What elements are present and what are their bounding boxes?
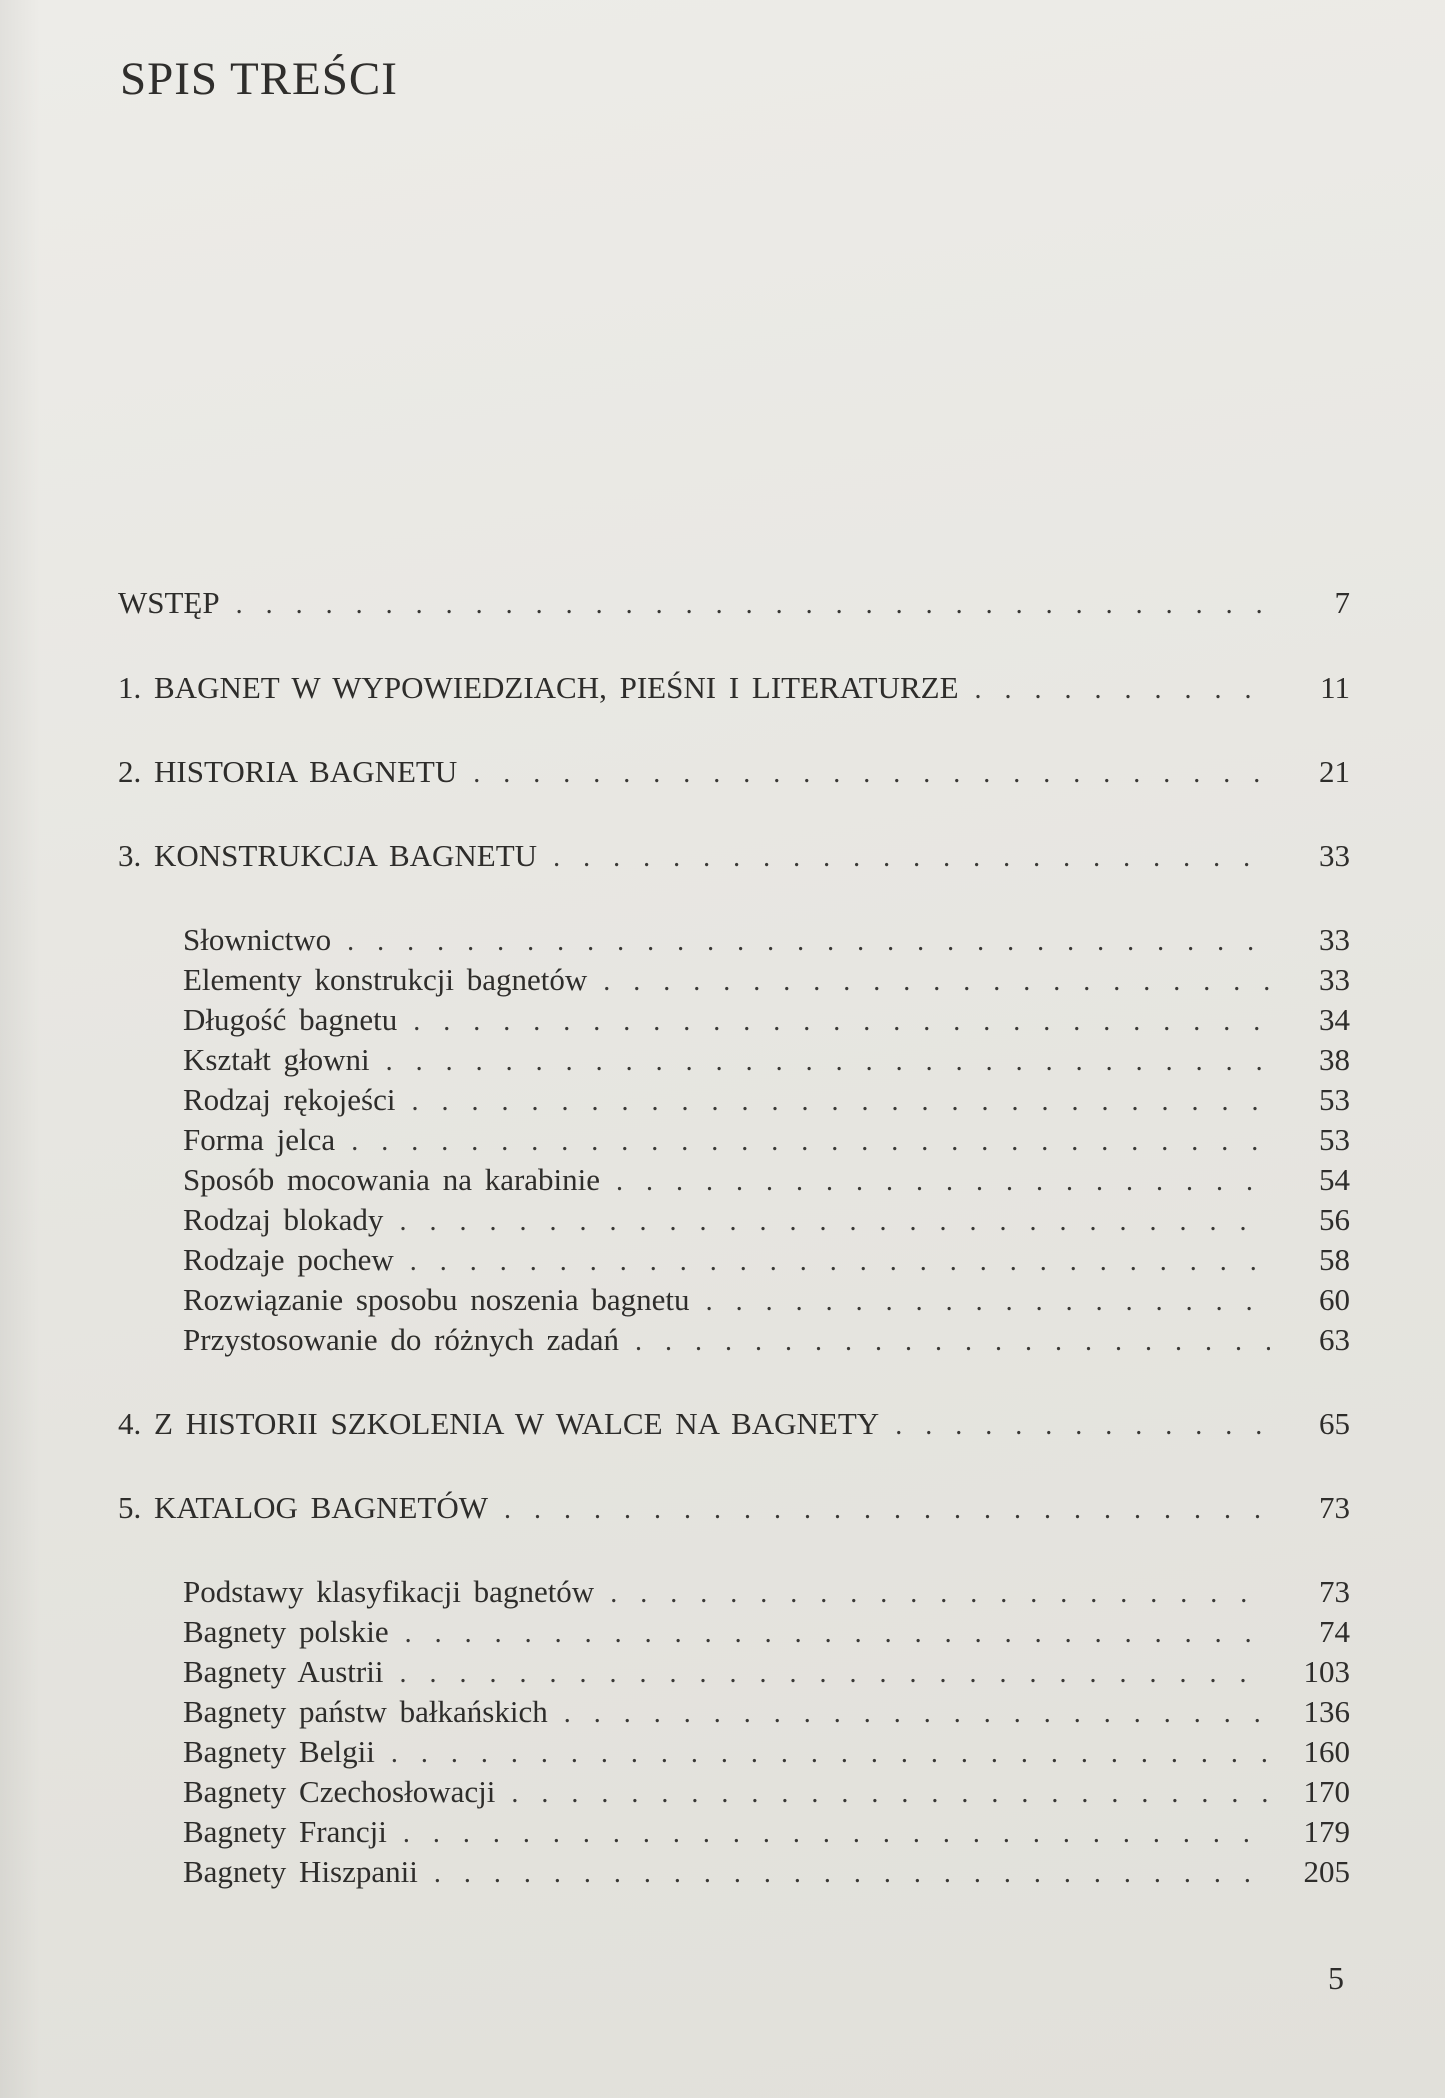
toc-subentry <box>183 1854 1350 1898</box>
toc-subentry <box>183 922 1350 966</box>
toc-subentry <box>183 1002 1350 1046</box>
toc-entry-label: Słownictwo <box>183 922 332 957</box>
dot-leader <box>434 1858 1270 1890</box>
toc-entry-label: Bagnety polskie <box>183 1614 389 1649</box>
toc-subentry <box>183 1574 1350 1618</box>
dot-leader <box>351 1126 1270 1158</box>
toc-entry-label: Bagnety Francji <box>183 1814 387 1849</box>
toc-entry-intro <box>118 585 1350 629</box>
toc-subentry <box>183 1162 1350 1206</box>
page-title: SPIS TREŚCI <box>120 53 398 105</box>
toc-subentry <box>183 1694 1350 1738</box>
toc-entry-label: Przystosowanie do różnych zadań <box>183 1322 619 1357</box>
dot-leader <box>553 842 1270 874</box>
toc-entry-page: 53 <box>1319 1122 1350 1157</box>
toc-entry-label: 3. KONSTRUKCJA BAGNETU <box>118 838 538 873</box>
toc-entry-label: 4. Z HISTORII SZKOLENIA W WALCE NA BAGNETY <box>118 1406 880 1441</box>
toc-subentry <box>183 1202 1350 1246</box>
toc-entry-page: 170 <box>1303 1774 1350 1809</box>
toc-entry-page: 205 <box>1303 1854 1350 1889</box>
dot-leader <box>347 926 1270 958</box>
toc-entry-page: 11 <box>1320 670 1350 705</box>
dot-leader <box>399 1658 1270 1690</box>
toc-subentry <box>183 1734 1350 1778</box>
toc-subentry <box>183 1654 1350 1698</box>
dot-leader <box>403 1818 1270 1850</box>
toc-entry-label: Bagnety Hiszpanii <box>183 1854 418 1889</box>
toc-entry-label: 5. KATALOG BAGNETÓW <box>118 1490 488 1525</box>
toc-entry-label: Długość bagnetu <box>183 1002 398 1037</box>
toc-subentry <box>183 1042 1350 1086</box>
dot-leader <box>635 1326 1270 1358</box>
dot-leader <box>411 1086 1270 1118</box>
toc-entry-page: 136 <box>1303 1694 1350 1729</box>
toc-subentry <box>183 1774 1350 1818</box>
dot-leader <box>386 1046 1270 1078</box>
toc-entry-chapter-5 <box>118 1490 1350 1534</box>
toc-entry-label: Rodzaj rękojeści <box>183 1082 396 1117</box>
toc-entry-page: 73 <box>1319 1490 1350 1525</box>
dot-leader <box>706 1286 1270 1318</box>
toc-entry-label: Bagnety państw bałkańskich <box>183 1694 548 1729</box>
toc-entry-page: 160 <box>1303 1734 1350 1769</box>
dot-leader <box>511 1778 1270 1810</box>
toc-entry-label: Podstawy klasyfikacji bagnetów <box>183 1574 595 1609</box>
toc-entry-page: 33 <box>1319 838 1350 873</box>
toc-subentry <box>183 1322 1350 1366</box>
dot-leader <box>391 1738 1270 1770</box>
toc-entry-page: 56 <box>1319 1202 1350 1237</box>
dot-leader <box>610 1578 1270 1610</box>
dot-leader <box>504 1494 1270 1526</box>
toc-subentry <box>183 1082 1350 1126</box>
toc-subentry <box>183 1814 1350 1858</box>
dot-leader <box>603 966 1270 998</box>
toc-entry-chapter-3 <box>118 838 1350 882</box>
dot-leader <box>410 1246 1270 1278</box>
toc-entry-page: 33 <box>1319 922 1350 957</box>
toc-entry-label: Sposób mocowania na karabinie <box>183 1162 601 1197</box>
dot-leader <box>564 1698 1270 1730</box>
toc-entry-label: 1. BAGNET W WYPOWIEDZIACH, PIEŚNI I LITERATURZE <box>118 670 959 705</box>
dot-leader <box>399 1206 1270 1238</box>
toc-entry-label: Bagnety Czechosłowacji <box>183 1774 496 1809</box>
toc-entry-page: 38 <box>1319 1042 1350 1077</box>
toc-entry-label: Rozwiązanie sposobu noszenia bagnetu <box>183 1282 690 1317</box>
toc-entry-page: 33 <box>1319 962 1350 997</box>
toc-entry-label: WSTĘP <box>118 585 220 620</box>
toc-entry-page: 103 <box>1303 1654 1350 1689</box>
dot-leader <box>975 674 1270 706</box>
dot-leader <box>413 1006 1270 1038</box>
dot-leader <box>473 758 1270 790</box>
toc-entry-label: Rodzaj blokady <box>183 1202 384 1237</box>
toc-entry-page: 58 <box>1319 1242 1350 1277</box>
toc-entry-page: 179 <box>1303 1814 1350 1849</box>
toc-subentry <box>183 1282 1350 1326</box>
page-number: 5 <box>1328 1960 1344 1996</box>
toc-entry-label: Bagnety Austrii <box>183 1654 384 1689</box>
toc-entry-chapter-2 <box>118 754 1350 798</box>
toc-entry-label: Forma jelca <box>183 1122 336 1157</box>
toc-subentry <box>183 1242 1350 1286</box>
toc-entry-page: 60 <box>1319 1282 1350 1317</box>
toc-entry-label: Bagnety Belgii <box>183 1734 375 1769</box>
toc-entry-page: 21 <box>1319 754 1350 789</box>
toc-entry-page: 7 <box>1334 585 1350 620</box>
toc-entry-page: 74 <box>1319 1614 1350 1649</box>
toc-entry-label: Rodzaje pochew <box>183 1242 394 1277</box>
toc-entry-label: Elementy konstrukcji bagnetów <box>183 962 588 997</box>
toc-entry-chapter-4 <box>118 1406 1350 1450</box>
toc-entry-page: 54 <box>1319 1162 1350 1197</box>
toc-subentry <box>183 1122 1350 1166</box>
toc-entry-label: Kształt głowni <box>183 1042 370 1077</box>
toc-entry-page: 63 <box>1319 1322 1350 1357</box>
toc-entry-label: 2. HISTORIA BAGNETU <box>118 754 458 789</box>
toc-entry-page: 34 <box>1319 1002 1350 1037</box>
toc-entry-page: 65 <box>1319 1406 1350 1441</box>
dot-leader <box>895 1410 1270 1442</box>
dot-leader <box>405 1618 1270 1650</box>
toc-entry-page: 73 <box>1319 1574 1350 1609</box>
toc-entry-page: 53 <box>1319 1082 1350 1117</box>
toc-entry-chapter-1 <box>118 670 1350 714</box>
dot-leader <box>236 589 1270 621</box>
page-edge-shadow <box>0 0 40 2098</box>
toc-subentry <box>183 1614 1350 1658</box>
toc-subentry <box>183 962 1350 1006</box>
dot-leader <box>616 1166 1270 1198</box>
